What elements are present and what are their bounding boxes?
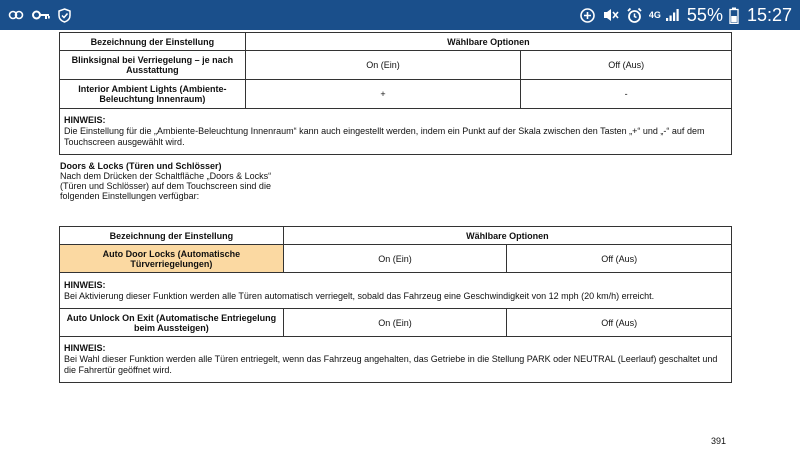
page-number: 391 [711,436,727,446]
status-bar [0,0,800,30]
section-description: Nach dem Drücken der Schaltfläche „Doors & Locks“ (Türen und Schlösser) auf dem Touchscreen sind die folgenden Einstellungen verfügbar: [60,171,272,201]
option-off: Off (Aus) [507,309,732,337]
column-header-options: Wählbare Optionen [245,33,731,51]
option-minus: - [521,80,732,109]
clock: 15:27 [746,4,792,25]
link-icon [8,8,24,22]
option-on: On (Ein) [283,309,507,337]
note-text: Die Einstellung für die „Ambiente-Beleuchtung Innenraum“ kann auch eingestellt werden, indem ein Punkt auf der Skala zwischen den Tasten „+“ und „-“ auf dem Touchscreen ausgewählt wird. [64,126,705,147]
section-doors-locks [60,161,275,201]
battery-percentage: 55% [686,4,723,25]
table-row [60,309,732,337]
note-text: Bei Aktivierung dieser Funktion werden alle Türen automatisch verriegelt, sobald das Fahrzeug eine Geschwindigkeit von 12 mph (20 km/h) erreicht. [64,290,655,301]
note-row [60,337,732,383]
note-row [60,109,732,155]
table-row [60,80,732,109]
table-row [60,245,732,273]
column-header-options: Wählbare Optionen [283,227,731,245]
column-header-setting-name: Bezeichnung der Einstellung [60,227,284,245]
sync-icon [579,7,596,24]
option-off: Off (Aus) [507,245,732,273]
note-title: HINWEIS: [64,115,106,125]
option-off: Off (Aus) [521,51,732,80]
note-row [60,273,732,309]
battery-icon [729,7,739,24]
option-plus: + [245,80,521,109]
table-header-row [60,33,732,51]
section-title: Doors & Locks (Türen und Schlösser) [60,161,222,171]
option-on: On (Ein) [283,245,507,273]
document-page [0,30,800,450]
signal-icon [665,8,681,22]
setting-name: Interior Ambient Lights (Ambiente-Beleuchtung Innenraum) [60,80,246,109]
alarm-icon [626,7,643,24]
setting-name-highlighted: Auto Door Locks (Automatische Türverriegelungen) [60,245,284,273]
shield-check-icon [58,8,71,23]
note-text: Bei Wahl dieser Funktion werden alle Türen entriegelt, wenn das Fahrzeug angehalten, das Getriebe in die Stellung PARK oder NEUTRAL (Leerlauf) geschaltet und die Fahrertür geöffnet wird. [64,354,718,375]
table-row [60,51,732,80]
key-icon [32,10,50,20]
note-title: HINWEIS: [64,279,106,290]
settings-table-doors-locks [59,226,732,383]
option-on: On (Ein) [245,51,521,80]
mute-icon [602,7,620,23]
network-type: 4G [648,9,661,20]
settings-table-lighting [59,32,732,155]
table-header-row [60,227,732,245]
note-title: HINWEIS: [64,343,106,353]
setting-name: Blinksignal bei Verriegelung – je nach Ausstattung [60,51,246,80]
setting-name: Auto Unlock On Exit (Automatische Entriegelung beim Aussteigen) [60,309,284,337]
column-header-setting-name: Bezeichnung der Einstellung [60,33,246,51]
